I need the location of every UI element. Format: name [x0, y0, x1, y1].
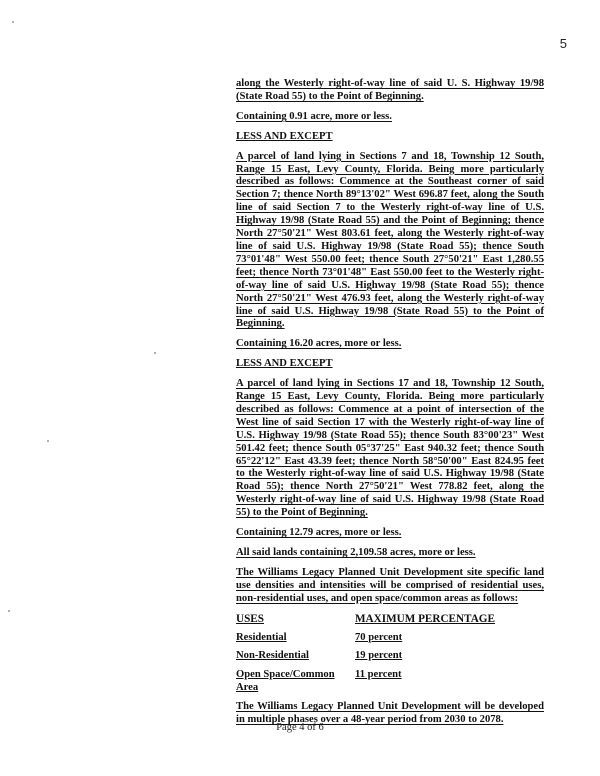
use-percentage: 70 percent	[355, 631, 403, 643]
corner-page-number: 5	[559, 36, 567, 51]
paragraph-containing-2: Containing 16.20 acres, more or less.	[236, 338, 402, 350]
use-percentage: 19 percent	[355, 650, 403, 662]
scan-speck	[12, 21, 14, 23]
parcel-description-2: A parcel of land lying in Sections 17 and 18, Township 12 South, Range 15 East, Levy County, Florida. Being more particularly described as follows: Commence at a point of intersection of the West line of said Section 17 with the Westerly right-of-way line of U.S. Highway 19/98 (State Road 55); thence South 83°00'23" West 501.42 feet; thence South 05°37'25" East 940.32 feet; thence South 65°22'12" East 43.39 feet; thence North 58°50'00" East 824.95 feet to the Westerly right-of-way line of said U.S. Highway 19/98 (State Road 55); thence North 27°50'21" West 778.82 feet, along the Westerly right-of-way line of said U.S. Highway 19/98 (State Road 55) to the Point of Beginning.	[236, 378, 544, 519]
page-footer: Page 4 of 6	[276, 722, 324, 733]
uses-row	[236, 650, 544, 663]
document-body	[236, 78, 544, 734]
total-lands: All said lands containing 2,109.58 acres, more or less.	[236, 547, 476, 558]
heading-less-and-except-1: LESS AND EXCEPT	[236, 130, 333, 142]
max-percentage-header: MAXIMUM PERCENTAGE	[355, 612, 495, 625]
paragraph-containing-3: Containing 12.79 acres, more or less.	[236, 527, 402, 539]
heading-less-and-except-2: LESS AND EXCEPT	[236, 358, 333, 370]
uses-table-header	[236, 613, 544, 626]
paragraph-containing-1: Containing 0.91 acre, more or less.	[236, 110, 392, 122]
uses-row	[236, 632, 544, 645]
use-name: Open Space/Common Area	[236, 669, 335, 694]
density-intro: The Williams Legacy Planned Unit Development site specific land use densities and intensities will be comprised of residential uses, non-residential uses, and open space/common areas as follows:	[236, 566, 544, 604]
use-percentage: 11 percent	[355, 669, 402, 681]
use-name: Residential	[236, 631, 287, 643]
uses-row	[236, 669, 544, 695]
uses-header: USES	[236, 612, 264, 625]
scan-speck	[47, 440, 49, 442]
scan-speck	[154, 352, 156, 354]
paragraph-continuation: along the Westerly right-of-way line of said U. S. Highway 19/98 (State Road 55) to the Point of Beginning.	[236, 78, 544, 102]
phasing-paragraph: The Williams Legacy Planned Unit Development will be developed in multiple phases over a 48-year period from 2030 to 2078.	[236, 701, 544, 726]
scan-speck	[8, 610, 10, 612]
parcel-description-1: A parcel of land lying in Sections 7 and 18, Township 12 South, Range 15 East, Levy County, Florida. Being more particularly described as follows: Commence at the Southeast corner of said Section 7; thence North 89°13'02" West 696.87 feet, along the South line of said Section 7 to the Westerly right-of-way line of U.S. Highway 19/98 (State Road 55) and the Point of Beginning; thence North 27°50'21" West 803.61 feet, along the Westerly right-of-way line of said U.S. Highway 19/98 (State Road 55); thence South 73°01'48" West 550.00 feet; thence South 27°50'21" East 1,280.55 feet; thence North 73°01'48" East 550.00 feet to the Westerly right-of-way line of said U.S. Highway 19/98 (State Road 55); thence North 27°50'21" West 476.93 feet, along the Westerly right-of-way line of said U.S. Highway 19/98 (State Road 55) to the Point of Beginning.	[236, 150, 544, 330]
use-name: Non-Residential	[236, 650, 309, 662]
